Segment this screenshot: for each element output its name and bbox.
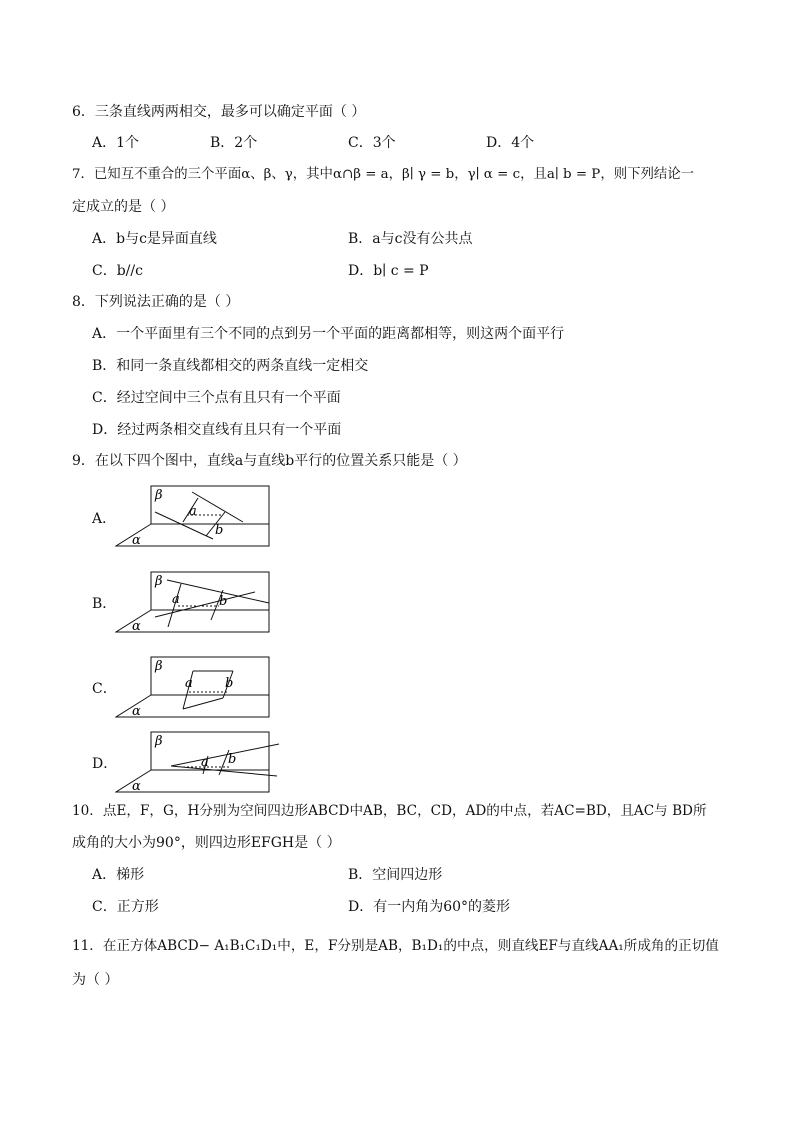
q6-option-b: B．2个: [210, 135, 258, 151]
q6-option-d: D．4个: [486, 135, 535, 151]
q9-figure-d-line-b: b: [228, 752, 237, 767]
q6-option-a: A．1个: [92, 135, 140, 151]
q8-option-d: D．经过两条相交直线有且只有一个平面: [92, 422, 342, 438]
q8-option-a: A．一个平面里有三个不同的点到另一个平面的距离都相等，则这两个面平行: [92, 326, 565, 342]
q9-figure-d-line-a: a: [201, 755, 209, 770]
q7-option-c: C．b//c: [92, 263, 143, 279]
q10-stem-line1: 10．点E，F，G，H分别为空间四边形ABCD中AB，BC，CD，AD的中点，若AC=BD，且AC与 BD所: [72, 803, 707, 819]
q9-figure-a-plane-beta: β: [155, 488, 163, 503]
q9-figure-a-line-a: a: [189, 504, 197, 519]
q9-figure-c-label: C．: [92, 681, 117, 697]
q9-figure-d-plane-beta: β: [155, 734, 163, 749]
q10-option-b: B．空间四边形: [348, 867, 443, 883]
q8-option-b: B．和同一条直线都相交的两条直线一定相交: [92, 358, 369, 374]
q9-stem: 9．在以下四个图中，直线a与直线b平行的位置关系只能是（ ）: [72, 453, 467, 469]
q7-option-d: D．b∣ c = P: [348, 263, 429, 279]
q8-stem: 8．下列说法正确的是（ ）: [72, 294, 240, 310]
q10-stem-line2: 成角的大小为90°，则四边形EFGH是（ ）: [72, 835, 341, 851]
q6-option-c: C．3个: [348, 135, 396, 151]
q10-option-d: D．有一内角为60°的菱形: [348, 899, 511, 915]
q9-figure-b-label: B．: [92, 596, 117, 612]
q9-figure-c-line-b: b: [225, 676, 234, 691]
q9-figure-a-plane-alpha: α: [132, 533, 141, 548]
q9-figure-b-plane-alpha: α: [132, 619, 141, 634]
q7-option-b: B．a与c没有公共点: [348, 231, 473, 247]
q9-figure-b-plane-beta: β: [155, 574, 163, 589]
q9-figure-b-line-a: a: [172, 592, 180, 607]
q9-figure-d-plane-alpha: α: [132, 779, 141, 794]
q11-stem-line2: 为（ ）: [72, 972, 119, 988]
q9-figure-c-plane-beta: β: [155, 659, 163, 674]
q11-stem-line1: 11．在正方体ABCD− A₁B₁C₁D₁中，E，F分别是AB，B₁D₁的中点，则直线EF与直线AA₁所成角的正切值: [72, 938, 719, 954]
q8-option-c: C．经过空间中三个点有且只有一个平面: [92, 390, 341, 406]
q7-option-a: A．b与c是异面直线: [92, 231, 217, 247]
q9-figure-b-line-b: b: [219, 594, 228, 609]
q9-figure-b: [115, 570, 305, 636]
q7-stem-line2: 定成立的是（ ）: [72, 199, 175, 215]
q9-figure-d-label: D．: [92, 756, 118, 772]
q7-stem-line1: 7．已知互不重合的三个平面α、β、γ，其中α∩β = a，β∣ γ = b，γ∣ α = c，且a∣ b = P，则下列结论一: [72, 167, 695, 182]
q9-figure-c: [115, 655, 305, 721]
q10-option-a: A．梯形: [92, 867, 145, 883]
q9-figure-a: [115, 484, 305, 550]
q6-stem: 6．三条直线两两相交，最多可以确定平面（ ）: [72, 104, 366, 120]
q9-figure-a-label: A．: [92, 511, 117, 527]
q10-option-c: C．正方形: [92, 899, 159, 915]
q9-figure-d: [115, 730, 305, 796]
q9-figure-a-line-b: b: [215, 523, 224, 538]
q9-figure-c-plane-alpha: α: [132, 704, 141, 719]
q9-figure-c-line-a: a: [185, 676, 193, 691]
